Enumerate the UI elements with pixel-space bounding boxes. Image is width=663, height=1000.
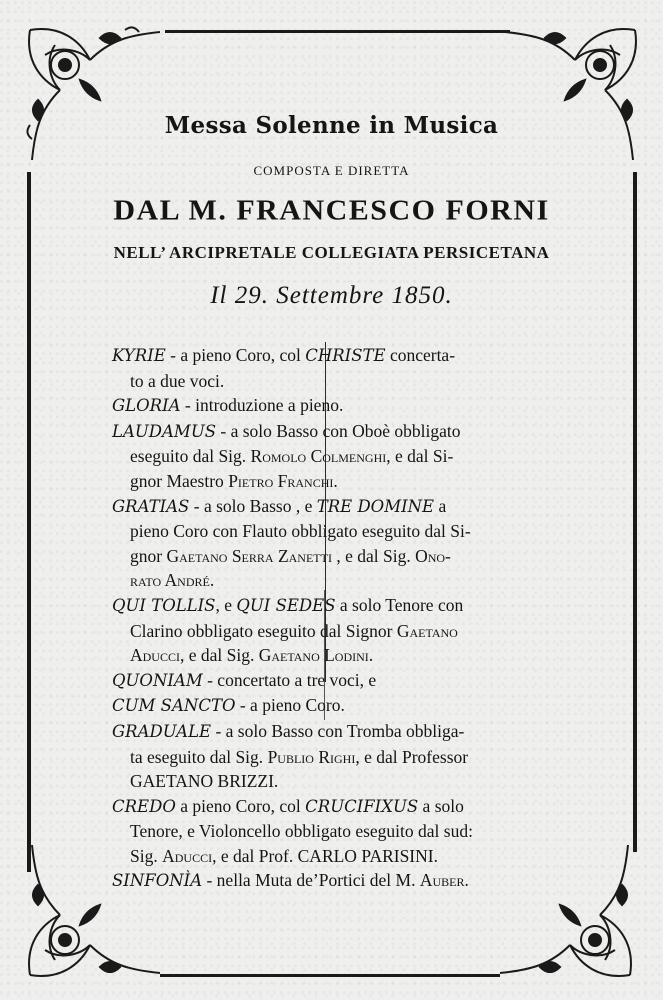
performer-name: Gaetano Lodini <box>258 645 369 666</box>
composer-heading: DAL M. FRANCESCO FORNI <box>113 194 550 227</box>
movement-name: GRADUALE <box>112 721 212 741</box>
program-line <box>112 421 461 441</box>
movement-name: GRATIAS <box>112 496 190 516</box>
program-text: - concertato a tre voci, e <box>202 669 377 690</box>
program-line <box>112 345 455 365</box>
program-text: - a solo Basso con Oboè obbligato <box>216 420 461 441</box>
movement-name: KYRIE <box>112 346 166 365</box>
program-line <box>112 496 446 516</box>
movement-name: LAUDAMUS <box>112 421 217 441</box>
program-entry <box>112 494 557 593</box>
program-line <box>112 870 469 890</box>
program-text: - a pieno Coro, col <box>165 345 306 365</box>
program-line <box>112 796 464 816</box>
program-entry <box>112 794 557 869</box>
program-text: ta eseguito dal Sig. <box>130 746 268 767</box>
ornament-corner-top-right-icon <box>505 20 645 160</box>
program-text: . <box>464 870 469 891</box>
document-title: Messa Solenne in Musica <box>164 112 499 139</box>
performer-name: Gaetano <box>396 620 458 641</box>
movement-name: QUI SEDES <box>236 595 336 615</box>
program-list <box>112 343 557 894</box>
movement-name: CREDO <box>112 796 176 816</box>
program-text: , e dal Prof. CARLO PARISINI. <box>212 845 438 866</box>
performer-name: Romolo Colmenghi <box>250 446 387 467</box>
performer-name: rato André <box>130 570 210 591</box>
program-line <box>112 670 376 690</box>
program-text: a pieno Coro, col <box>175 795 306 816</box>
program-entry <box>112 868 557 894</box>
program-line-continued <box>112 369 557 394</box>
program-text: - a pieno Coro. <box>235 695 345 716</box>
program-text: , e dal Sig. <box>179 645 259 666</box>
program-entry <box>112 719 557 794</box>
movement-name: CRUCIFIXUS <box>305 796 419 816</box>
movement-name: TRE DOMINE <box>316 496 435 516</box>
right-border-rule <box>633 172 637 852</box>
program-line-continued <box>112 444 557 469</box>
program-text: - a solo Basso con Tromba obbliga- <box>211 720 465 741</box>
movement-name: QUONIAM <box>112 670 203 690</box>
performer-name: Gaetano Serra Zanetti <box>166 545 332 566</box>
program-text: , e dal Sig. <box>331 545 416 566</box>
program-entry <box>112 693 557 719</box>
program-text: gnor Maestro <box>130 470 229 491</box>
program-text: GAETANO BRIZZI. <box>130 771 279 792</box>
program-line <box>112 695 345 715</box>
program-text: pieno Coro con Flauto obbligato eseguito dal Si- <box>130 521 471 542</box>
program-text: Tenore, e Violoncello obbligato eseguito dal sud: <box>130 821 473 842</box>
document-subtitle: COMPOSTA E DIRETTA <box>253 163 410 178</box>
performer-name: Aducci <box>162 845 213 866</box>
program-line-continued <box>112 469 557 494</box>
movement-name: GLORIA <box>112 396 181 416</box>
program-text: , e dal Professor <box>355 746 469 767</box>
program-text: - introduzione a pieno. <box>180 395 344 416</box>
program-text: a <box>434 495 447 516</box>
program-text: a solo Tenore con <box>335 594 464 615</box>
program-line-continued <box>112 844 557 869</box>
program-line-continued <box>112 745 557 770</box>
program-line-continued <box>112 819 557 844</box>
program-text: . <box>368 645 374 666</box>
program-text: Sig. <box>130 845 163 866</box>
program-entry <box>112 668 557 694</box>
program-text: , e <box>215 594 237 615</box>
church-heading: NELL’ ARCIPRETALE COLLEGIATA PERSICETANA <box>113 243 550 262</box>
program-line <box>112 721 464 741</box>
program-line-continued <box>112 519 557 544</box>
top-border-rule <box>165 30 510 33</box>
program-line-continued <box>112 568 557 593</box>
movement-name: CHRISTE <box>305 346 386 365</box>
program-line <box>112 595 463 615</box>
program-text: eseguito dal Sig. <box>130 446 251 467</box>
program-text: Clarino obbligato eseguito dal Signor <box>130 620 397 641</box>
program-line-continued <box>112 769 557 794</box>
program-text: a solo <box>418 795 464 816</box>
bottom-border-rule <box>160 974 500 977</box>
ornament-corner-top-left-icon <box>20 20 160 160</box>
program-entry <box>112 593 557 668</box>
program-line-continued <box>112 643 557 668</box>
performer-name: Publio Righi <box>267 746 356 767</box>
program-line-continued <box>112 619 557 644</box>
program-entry <box>112 419 557 494</box>
movement-name: QUI TOLLIS <box>112 595 216 615</box>
program-entry <box>112 393 557 419</box>
program-text: . <box>333 470 338 491</box>
left-border-rule <box>27 172 31 872</box>
program-line-continued <box>112 544 557 569</box>
program-text: - nella Muta de’Portici del M. <box>202 870 420 891</box>
program-text: . <box>209 570 215 591</box>
movement-name: SINFONÌA <box>112 871 203 891</box>
program-text: , e dal Si- <box>386 446 454 467</box>
program-text: concerta- <box>385 345 456 365</box>
program-entry <box>112 343 557 393</box>
movement-name: CUM SANCTO <box>112 696 236 716</box>
program-text: - a solo Basso , e <box>189 495 317 516</box>
program-line <box>112 395 343 415</box>
performer-name: Pietro Franchi <box>228 470 334 491</box>
program-text: gnor <box>130 545 167 566</box>
performer-name: Aducci <box>130 645 180 666</box>
event-date: Il 29. Settembre 1850. <box>210 282 453 309</box>
performer-name: Ono- <box>415 545 451 566</box>
program-text: to a due voci. <box>130 370 225 391</box>
performer-name: Auber <box>419 870 465 891</box>
